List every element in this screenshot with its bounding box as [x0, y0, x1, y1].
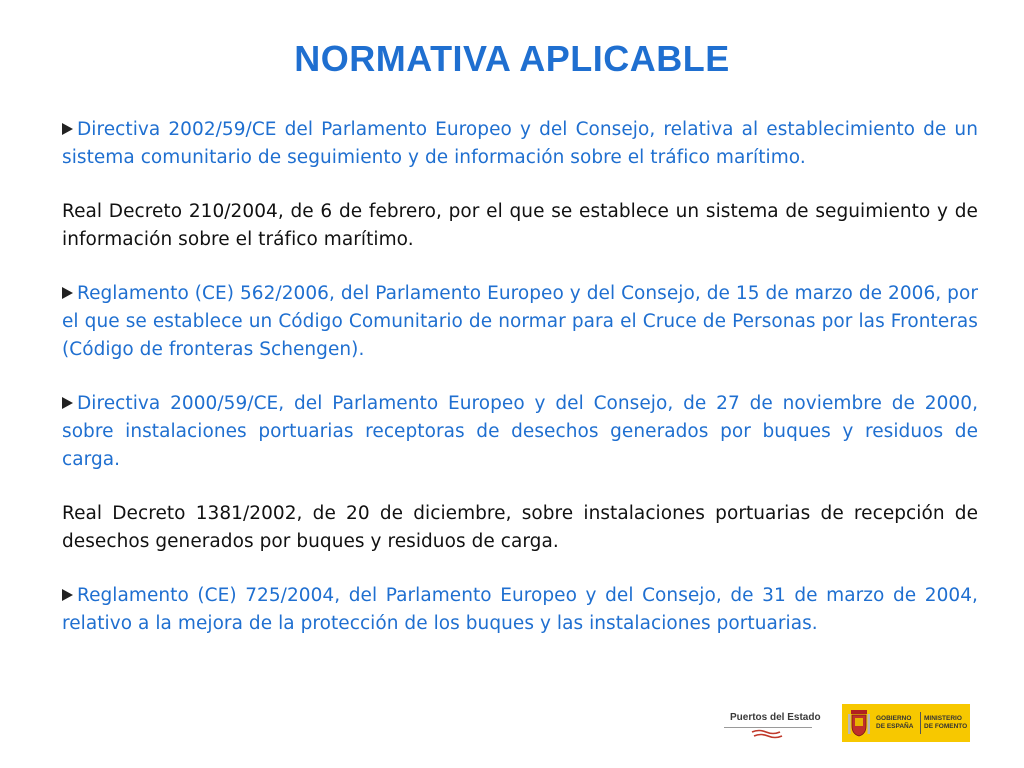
regulation-text: Real Decreto 210/2004, de 6 de febrero, por el que se establece un sistema de seguimiento y de información sobre el tráfico marítimo. — [62, 201, 978, 250]
regulations-list — [62, 116, 978, 664]
gobierno-text: GOBIERNO DE ESPAÑA — [876, 715, 914, 730]
regulation-text: Directiva 2002/59/CE del Parlamento Europeo y del Consejo, relativa al establecimiento de un sistema comunitario de seguimiento y de información sobre el tráfico marítimo. — [62, 119, 978, 168]
slide-title: NORMATIVA APLICABLE — [294, 38, 730, 79]
arrow-bullet-icon — [62, 582, 77, 610]
regulation-item — [62, 116, 978, 172]
regulation-text: Reglamento (CE) 562/2006, del Parlamento Europeo y del Consejo, de 15 de marzo de 2006, por el que se establece un Código Comunitario de normar para el Cruce de Personas por las Fronteras (Código de fronteras Schengen). — [62, 283, 978, 360]
regulation-item — [62, 280, 978, 364]
coat-of-arms-icon — [848, 708, 870, 738]
regulation-item — [62, 198, 978, 254]
regulation-text: Real Decreto 1381/2002, de 20 de diciembre, sobre instalaciones portuarias de recepción de desechos generados por buques y residuos de carga. — [62, 503, 978, 552]
arrow-bullet-icon — [62, 390, 77, 418]
regulation-item — [62, 500, 978, 556]
arrow-bullet-icon — [62, 116, 77, 144]
wave-icon — [750, 729, 784, 739]
puertos-logo-text: Puertos del Estado — [730, 712, 821, 723]
regulation-text: Reglamento (CE) 725/2004, del Parlamento Europeo y del Consejo, de 31 de marzo de 2004, relativo a la mejora de la protección de los buques y las instalaciones portuarias. — [62, 585, 978, 634]
regulation-item — [62, 390, 978, 474]
regulation-text: Directiva 2000/59/CE, del Parlamento Europeo y del Consejo, de 27 de noviembre de 2000, sobre instalaciones portuarias receptoras de desechos generados por buques y residuos de carga. — [62, 393, 978, 470]
ministerio-text: MINISTERIO DE FOMENTO — [924, 715, 968, 730]
puertos-del-estado-logo — [720, 710, 820, 740]
gobierno-espana-logo — [842, 704, 970, 742]
footer-logos — [720, 704, 970, 744]
regulation-item — [62, 582, 978, 638]
arrow-bullet-icon — [62, 280, 77, 308]
